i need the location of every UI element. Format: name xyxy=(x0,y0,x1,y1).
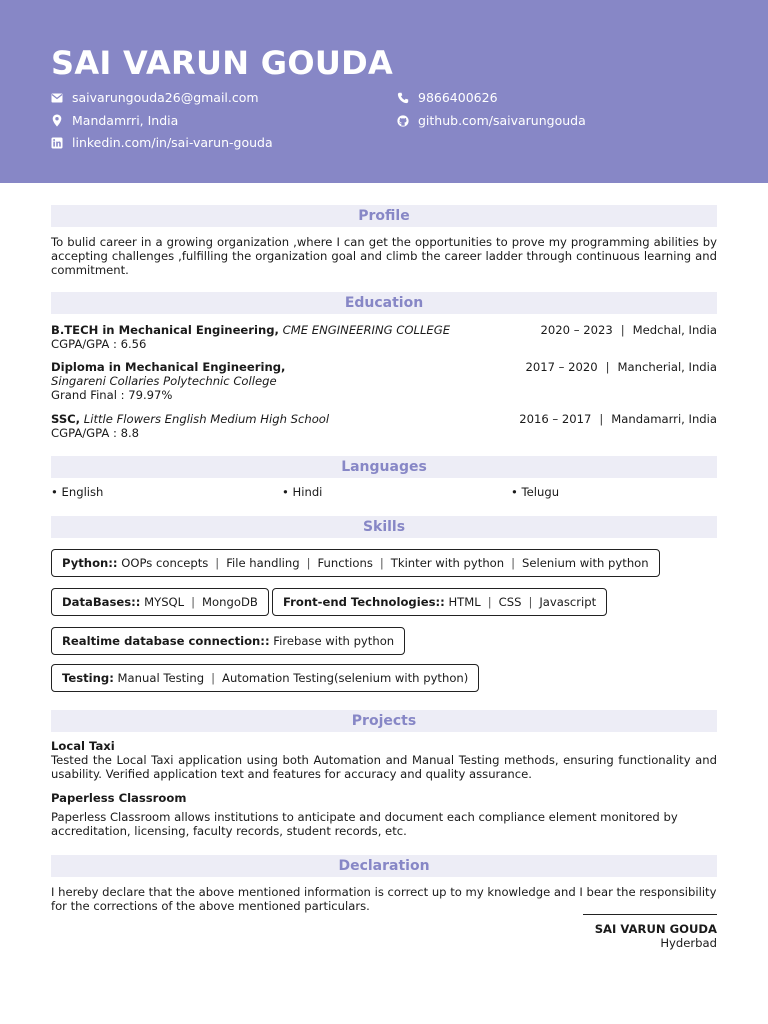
dates: 2020 – 2023 xyxy=(540,323,613,337)
project-description: Tested the Local Taxi application using both Automation and Manual Testing methods, ensuring functionality and usability. Verified application text and features for accuracy and quality assurance. xyxy=(51,753,717,781)
section-title-profile: Profile xyxy=(51,205,717,227)
signature-name: SAI VARUN GOUDA xyxy=(594,922,717,936)
skill-group-realtime-db: Realtime database connection:: Firebase with python xyxy=(51,627,405,655)
school: CME ENGINEERING COLLEGE xyxy=(282,323,451,337)
education-score: CGPA/GPA : 8.8 xyxy=(51,426,140,440)
education-score: Grand Final : 79.97% xyxy=(51,388,173,402)
language-item: • Telugu xyxy=(511,485,560,499)
section-title-declaration: Declaration xyxy=(51,855,717,877)
declaration-text: I hereby declare that the above mentioned information is correct up to my knowledge and I bear the responsibility for the corrections of the above mentioned particulars. xyxy=(51,885,717,913)
linkedin-text: linkedin.com/in/sai-varun-gouda xyxy=(72,135,273,150)
language-item: • English xyxy=(51,485,104,499)
skill-group-databases: DataBases:: MYSQL | MongoDB xyxy=(51,588,269,616)
section-title-education: Education xyxy=(51,292,717,314)
education-item: B.TECH in Mechanical Engineering, CME ENGINEERING COLLEGE 2020 – 2023 | Medchal, India xyxy=(51,323,717,337)
linkedin-icon xyxy=(51,137,63,149)
education-item: Diploma in Mechanical Engineering, 2017 – 2020 | Mancherial, India xyxy=(51,360,717,374)
contact-email[interactable] xyxy=(51,90,259,105)
education-score: CGPA/GPA : 6.56 xyxy=(51,337,147,351)
skill-group-frontend: Front-end Technologies:: HTML | CSS | Javascript xyxy=(272,588,607,616)
dates: 2016 – 2017 xyxy=(519,412,592,426)
project-title: Local Taxi xyxy=(51,739,115,753)
email-icon xyxy=(51,92,63,104)
place: Mancherial, India xyxy=(617,360,717,374)
contact-location xyxy=(51,113,178,128)
degree: SSC, xyxy=(51,412,81,426)
candidate-name: SAI VARUN GOUDA xyxy=(51,44,394,82)
signature-place: Hyderbad xyxy=(660,936,717,950)
skill-group-testing: Testing: Manual Testing | Automation Testing(selenium with python) xyxy=(51,664,479,692)
email-text: saivarungouda26@gmail.com xyxy=(72,90,259,105)
phone-text: 9866400626 xyxy=(418,90,498,105)
place: Mandamarri, India xyxy=(611,412,717,426)
phone-icon xyxy=(397,92,409,104)
contact-github[interactable] xyxy=(397,113,586,128)
degree: Diploma in Mechanical Engineering, xyxy=(51,360,286,374)
dates: 2017 – 2020 xyxy=(525,360,598,374)
profile-text: To bulid career in a growing organization ,where I can get the opportunities to prove my programming abilities by accepting challenges ,fulfilling the organization goal and climb the career ladder through continuous learning and commitment. xyxy=(51,235,717,277)
school: Little Flowers English Medium High School xyxy=(83,412,330,426)
github-icon xyxy=(397,115,409,127)
education-item: SSC, Little Flowers English Medium High School 2016 – 2017 | Mandamarri, India xyxy=(51,412,717,426)
degree: B.TECH in Mechanical Engineering, xyxy=(51,323,279,337)
section-title-languages: Languages xyxy=(51,456,717,478)
skill-group-python: Python:: OOPs concepts | File handling | Functions | Tkinter with python | Selenium with python xyxy=(51,549,660,577)
project-title: Paperless Classroom xyxy=(51,791,187,805)
github-text: github.com/saivarungouda xyxy=(418,113,586,128)
section-title-projects: Projects xyxy=(51,710,717,732)
location-icon xyxy=(51,115,63,127)
resume-header xyxy=(0,0,768,183)
signature-line xyxy=(583,914,717,915)
section-title-skills: Skills xyxy=(51,516,717,538)
location-text: Mandamrri, India xyxy=(72,113,179,128)
contact-phone[interactable] xyxy=(397,90,498,105)
project-description: Paperless Classroom allows institutions to anticipate and document each compliance element monitored by accreditation, licensing, faculty records, student records, etc. xyxy=(51,810,678,838)
language-item: • Hindi xyxy=(282,485,323,499)
school: Singareni Collaries Polytechnic College xyxy=(51,374,277,388)
contact-linkedin[interactable] xyxy=(51,135,273,150)
place: Medchal, India xyxy=(632,323,717,337)
